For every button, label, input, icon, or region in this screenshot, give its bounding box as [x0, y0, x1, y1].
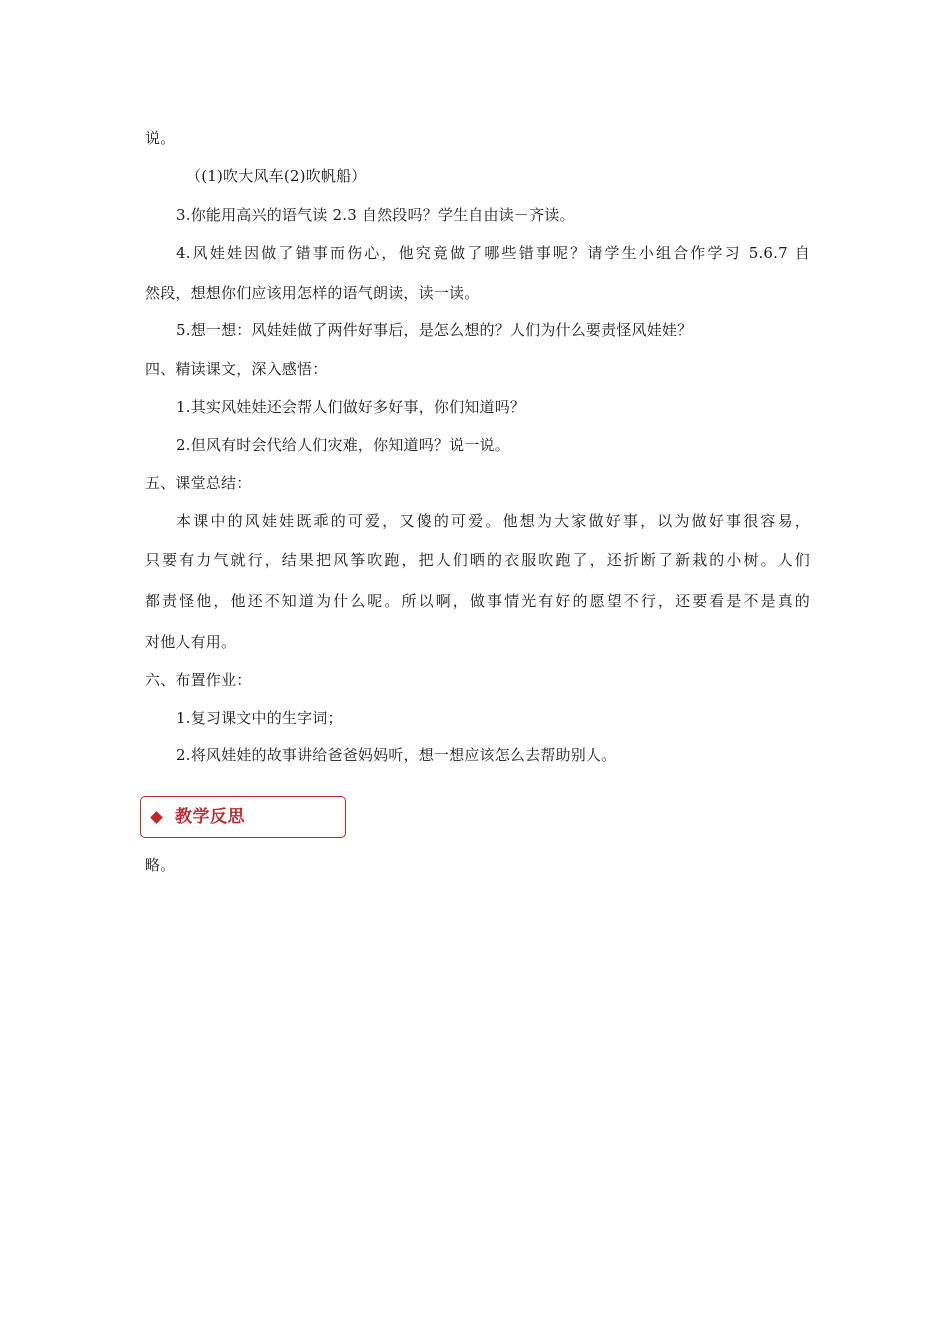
text-line: 只要有力气就行，结果把风筝吹跑，把人们晒的衣服吹跑了，还折断了新栽的小树。人们 — [145, 551, 810, 569]
text-line: 4.风娃娃因做了错事而伤心，他究竟做了哪些错事呢？请学生小组合作学习 5.6.7 自 — [176, 244, 810, 262]
text-line: 说。 — [145, 129, 176, 147]
text-line: 然段，想想你们应该用怎样的语气朗读，读一读。 — [145, 284, 480, 302]
text-line: 5.想一想：风娃娃做了两件好事后，是怎么想的？人们为什么要责怪风娃娃？ — [176, 321, 693, 339]
section-heading: 四、精读课文，深入感悟： — [145, 360, 328, 378]
diamond-icon — [150, 811, 163, 824]
section-title: 教学反思 — [175, 807, 245, 827]
text-line: 都责怪他，他还不知道为什么呢。所以啊，做事情光有好的愿望不行，还要看是不是真的 — [145, 592, 810, 610]
text-line: 1.其实风娃娃还会帮人们做好多好事，你们知道吗？ — [176, 398, 526, 416]
text-line: 对他人有用。 — [145, 633, 237, 651]
text-line: 1.复习课文中的生字词； — [176, 709, 343, 727]
section-heading: 六、布置作业： — [145, 671, 252, 689]
text-line: 2.但风有时会代给人们灾难，你知道吗？说一说。 — [176, 436, 510, 454]
text-line: （(1)吹大风车(2)吹帆船） — [186, 167, 367, 185]
text-line: 本课中的风娃娃既乖的可爱，又傻的可爱。他想为大家做好事，以为做好事很容易， — [176, 512, 810, 530]
reflection-text: 略。 — [145, 856, 176, 874]
text-line: 2.将风娃娃的故事讲给爸爸妈妈听，想一想应该怎么去帮助别人。 — [176, 746, 617, 764]
text-line: 3.你能用高兴的语气读 2.3 自然段吗？学生自由读－齐读。 — [176, 206, 575, 224]
section-heading: 五、课堂总结： — [145, 474, 252, 492]
teaching-reflection-header — [140, 796, 346, 838]
